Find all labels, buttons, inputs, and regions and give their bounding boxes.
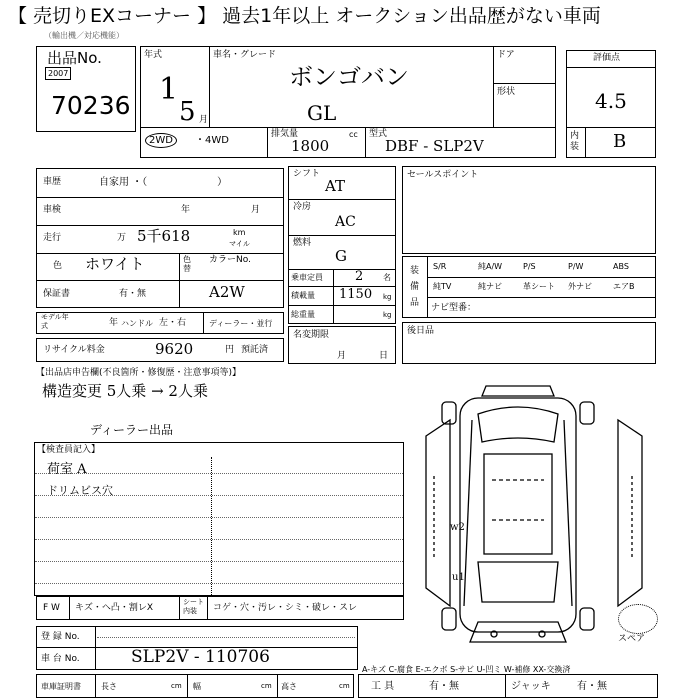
shift-value: AT — [325, 177, 346, 195]
equipment-label: 装備品 — [410, 266, 420, 308]
color-label: 色 — [53, 261, 63, 271]
color-value: ホワイト — [85, 255, 145, 273]
seat-label: シート内装 — [183, 598, 204, 615]
sales-point-box — [402, 166, 656, 254]
score-box — [566, 50, 656, 158]
cert-label: 車庫証明書 — [41, 682, 81, 691]
jack-value: 有・無 — [577, 681, 607, 692]
model-year-label: モデル年式 — [41, 313, 69, 330]
lot-number: 70236 — [51, 91, 131, 120]
mileage-man: 万 — [117, 233, 127, 243]
drivetrain-box — [288, 166, 396, 324]
name-change-month: 月 — [337, 351, 347, 361]
inspection-year: 年 — [181, 205, 191, 215]
width-unit: cm — [261, 682, 272, 690]
height-label: 高さ — [281, 682, 297, 691]
damage-items: キズ・ヘ凸・割レX — [75, 603, 153, 613]
drive-4wd: ・4WD — [195, 135, 229, 146]
gross-label: 総重量 — [291, 310, 315, 319]
name-value: ボンゴバン — [289, 63, 409, 91]
fuel-label: 燃料 — [293, 238, 312, 248]
interior-label: 内装 — [570, 131, 580, 152]
warranty-label: 保証書 — [43, 289, 71, 299]
warranty-value: 有・無 — [119, 289, 147, 299]
diagram-mark-w2: w2 — [450, 522, 465, 533]
recycle-deposit: 預託済 — [241, 345, 269, 355]
sales-point-label: セールスポイント — [407, 170, 479, 180]
color-change-label: 色替 — [183, 255, 191, 273]
equipment-item: S/R — [433, 262, 447, 271]
car-history-value: 自家用 ・（ ） — [99, 177, 228, 188]
displacement-value: 1800 — [291, 137, 330, 155]
jack-label: ジャッキ — [511, 681, 551, 692]
tools-value: 有・無 — [429, 681, 459, 692]
lot-year-tag: 2007 — [45, 67, 71, 80]
remarks-label: 【出品店申告欄(不良箇所・修復歴・注意事項等)】 — [36, 368, 242, 378]
registration-box — [36, 626, 358, 670]
diagram-mark-u1: u1 — [452, 572, 465, 583]
model-row — [36, 312, 284, 334]
year-label: 年式 — [144, 50, 163, 60]
post-date-label: 後日品 — [407, 326, 435, 336]
name-change-label: 名変期限 — [293, 330, 330, 340]
mileage-unit-mile: マイル — [229, 240, 250, 248]
load-value: 1150 — [339, 287, 373, 302]
legend: A-キズ C-腐食 E-エクボ S-サビ U-凹ミ W-補修 XX-交換済 — [362, 665, 571, 674]
load-label: 積載量 — [291, 291, 315, 300]
history-box — [36, 168, 284, 308]
equipment-item: 純A/W — [478, 262, 503, 271]
handle-label: ハンドル — [121, 319, 153, 328]
displacement-unit: cc — [349, 130, 358, 139]
lot-label: 出品No. — [47, 49, 102, 67]
recycle-label: リサイクル料金 — [43, 345, 105, 355]
seat-items: コゲ・穴・汚レ・シミ・破レ・スレ — [213, 603, 358, 613]
model-label: 型式 — [369, 129, 388, 139]
tools-row — [358, 674, 658, 698]
recycle-row — [36, 338, 284, 362]
equipment-item: 純TV — [433, 282, 452, 291]
equipment-item: 革シート — [523, 282, 555, 291]
lot-box — [36, 46, 136, 132]
load-unit: kg — [383, 293, 392, 301]
color-code-label: カラーNo. — [209, 255, 251, 265]
grade-value: GL — [307, 101, 337, 125]
damage-row — [36, 596, 404, 620]
score-label: 評価点 — [593, 53, 621, 63]
remarks-line1: 構造変更 5人乗 → 2人乗 — [42, 382, 208, 400]
equipment-item: エアB — [613, 282, 635, 291]
mileage-unit-km: km — [233, 228, 246, 237]
year-value: 1 — [159, 72, 179, 107]
chassis-value: SLP2V - 110706 — [131, 647, 270, 667]
capacity-unit: 名 — [383, 273, 391, 282]
equipment-item: ABS — [613, 262, 629, 271]
color-code-value: A2W — [209, 283, 245, 301]
ac-label: 冷房 — [293, 202, 312, 212]
name-change-day: 日 — [379, 351, 389, 361]
mileage-label: 走行 — [43, 233, 62, 243]
fw-label: F W — [43, 603, 60, 613]
car-history-label: 車歴 — [43, 177, 62, 187]
spare-label: スペア — [618, 634, 646, 644]
shift-label: シフト — [293, 169, 321, 179]
recycle-unit: 円 — [225, 345, 235, 355]
vehicle-header — [140, 46, 556, 158]
height-unit: cm — [339, 682, 350, 690]
equipment-item: P/W — [568, 262, 584, 271]
inspector-line2: ドリムビス穴 — [47, 484, 113, 497]
equipment-item: 外ナビ — [568, 282, 592, 291]
length-label: 長さ — [101, 682, 117, 691]
inspection-month: 月 — [251, 205, 261, 215]
equipment-item: 純ナビ — [478, 282, 502, 291]
inspector-label: 【検査員記入】 — [37, 445, 101, 455]
gross-unit: kg — [383, 311, 392, 319]
model-value: DBF - SLP2V — [385, 137, 484, 155]
inspection-label: 車検 — [43, 205, 62, 215]
shape-label: 形状 — [497, 87, 516, 97]
displacement-label: 排気量 — [271, 129, 299, 139]
recycle-value: 9620 — [155, 340, 194, 358]
month-unit: 月 — [199, 115, 209, 125]
inspector-box — [34, 442, 404, 596]
inspector-line1: 荷室 A — [47, 462, 87, 477]
name-change-box — [288, 326, 396, 364]
banner-title: 【 売切りEXコーナー 】 過去1年以上 オークション出品歴がない車両 — [8, 5, 601, 27]
equipment-box — [402, 256, 656, 318]
post-date-box — [402, 322, 656, 364]
length-unit: cm — [171, 682, 182, 690]
equipment-item: P/S — [523, 262, 536, 271]
model-year-unit: 年 — [109, 318, 119, 328]
certificate-row — [36, 674, 354, 698]
handle-value: 左・右 — [159, 318, 187, 328]
chassis-label: 車 台 No. — [41, 654, 80, 664]
year-value-2: 5 — [179, 97, 196, 127]
remarks-line2: ディーラー出品 — [90, 423, 174, 437]
drive-2wd: 2WD — [145, 133, 177, 148]
interior-value: B — [613, 131, 627, 152]
score-value: 4.5 — [595, 89, 627, 113]
door-label: ドア — [497, 50, 515, 60]
reg-label: 登 録 No. — [41, 632, 80, 642]
capacity-value: 2 — [355, 269, 364, 284]
name-label: 車名・グレード — [213, 50, 277, 60]
navi-label: ナビ型番： — [431, 303, 477, 313]
tools-label: 工 具 — [371, 681, 395, 692]
spare-circle — [618, 604, 658, 634]
capacity-label: 乗車定員 — [291, 273, 323, 282]
fuel-value: G — [335, 247, 347, 265]
ac-value: AC — [335, 214, 356, 230]
subheader: （輸出機／対応機能） — [44, 31, 124, 40]
dealer-label: ディーラー・並行 — [209, 319, 273, 328]
width-label: 幅 — [193, 682, 201, 691]
mileage-value: 5千618 — [137, 227, 191, 245]
